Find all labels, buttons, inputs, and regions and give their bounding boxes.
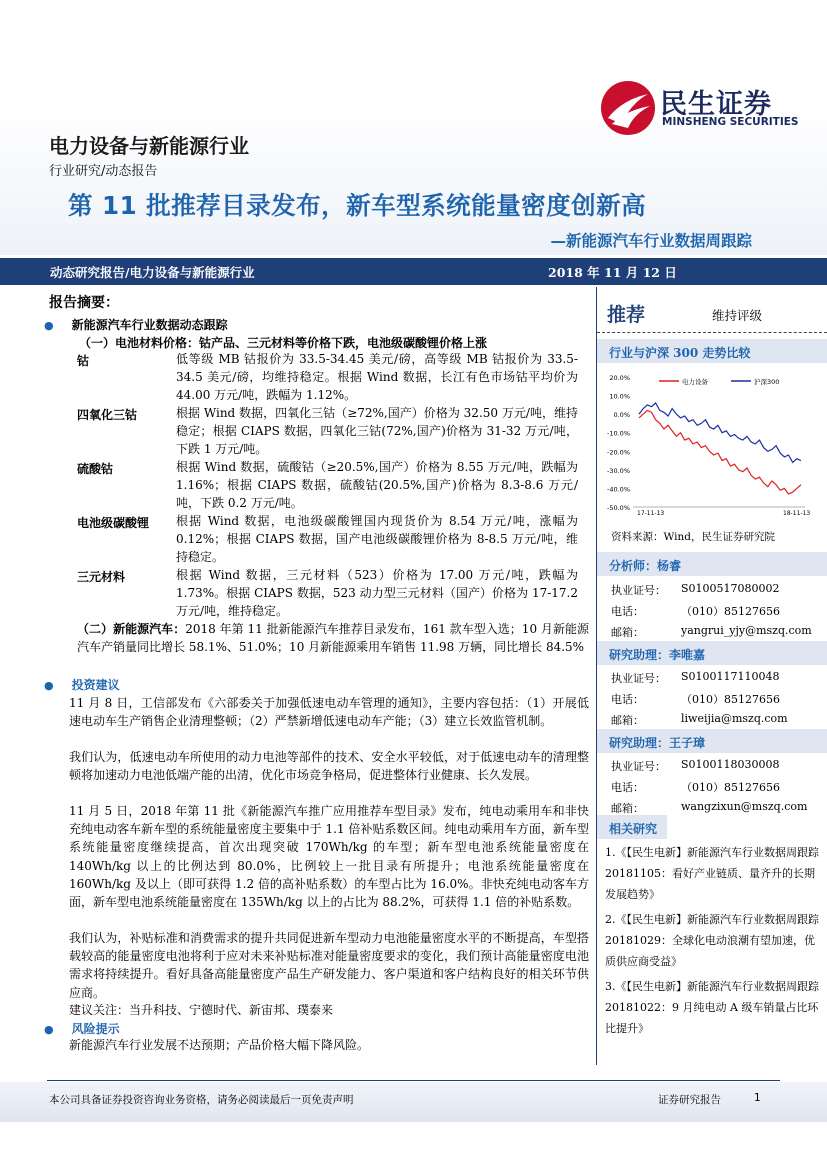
analyst-phone-value: （010）85127656 (681, 605, 780, 618)
assistant2-phone-label: 电话： (611, 781, 644, 794)
assistant1-license-value: S0100117110048 (681, 670, 780, 683)
y-tick-label: -50.0% (607, 504, 630, 512)
rating-box (597, 287, 827, 331)
nev-label: （二）新能源汽车： (77, 622, 186, 636)
invest-paragraph-4: 我们认为，补贴标准和消费需求的提升共同促进新车型动力电池能量密度水平的不断提高，车型搭载较高的能量密度电池将利于应对未来补贴标准对能量密度要求的变化，我们预计高能量密度电池需求将持续提升。看好具备高能量密度产品生产研发能力、客户渠道和客户结构良好的相关环节供应商。 (69, 931, 589, 1000)
invest-paragraph-2: 我们认为，低速电动车所使用的动力电池等部件的技术、安全水平较低，对于低速电动车的清理整顿将加速动力电池低端产能的出清，优化市场竞争格局，促进整体行业健康、长久发展。 (69, 750, 589, 783)
risk-text: 新能源汽车行业发展不达预期；产品价格大幅下降风险。 (69, 1038, 370, 1052)
page-number: 1 (754, 1092, 761, 1104)
report-title: 第 11 批推荐目录发布，新车型系统能量密度创新高 (68, 191, 647, 220)
assistant1-phone-label: 电话： (611, 693, 644, 706)
section-invest-label: 投资建议 (71, 678, 120, 692)
assistant1-license-row (611, 670, 821, 688)
invest-paragraph-3: 11 月 5 日，2018 年第 11 批《新能源汽车推广应用推荐车型目录》发布，纯电动乘用车和非快充纯电动客车新车型的系统能量密度主要集中于 1.1 倍补贴系数区间。纯电动乘用车方面，新车型系统能量密度继续提高，首次出现突破 170Wh/kg 的车型；新车型电池系统能量密度在 140Wh/kg 以上的比例达到 80.0%，比例较上一批目录有所提升；电池系统能量密度在 160Wh/kg 及以上（即可获得 1.2 倍的高补贴系数）的车型占比为 16.0%。非快充纯电动客车方面，新车型电池系统能量密度在 135Wh/kg 以上的占比为 88.2%，可获得 1.1 倍的补贴系数。 (69, 804, 589, 910)
assistant1-phone-value: （010）85127656 (681, 693, 780, 706)
analyst-email-value[interactable]: yangrui_yjy@mszq.com (681, 624, 812, 637)
related-item-2[interactable]: 2.《【民生电新】新能源汽车行业数据周跟踪 20181029：全球化电动浪潮有望加速，优质供应商受益》 (605, 913, 819, 968)
y-tick-label: -40.0% (607, 485, 630, 494)
report-info-bar (0, 258, 827, 285)
x-tick-label: 18-11-13 (783, 510, 811, 517)
y-tick-label: 10.0% (609, 392, 630, 401)
assistant2-license-label: 执业证号： (611, 760, 666, 773)
nev-paragraph (77, 620, 589, 656)
assistant1-email-label: 邮箱： (611, 714, 644, 727)
analyst-phone-label: 电话： (611, 605, 644, 618)
logo-english-name: MINSHENG SECURITIES (662, 116, 799, 128)
item-text-cobalt-sulfate: 根据 Wind 数据，硫酸钴（≥20.5%,国产）价格为 8.55 万元/吨，跌幅为 1.16%；根据 CIAPS 数据，硫酸钴(20.5%,国产)价格为 8.3-8.6 万元/吨，下跌 0.2 万元/吨。 (176, 460, 578, 510)
analyst-email-label: 邮箱： (611, 626, 644, 639)
y-tick-label: 0.0% (613, 411, 630, 420)
item-label-cobalt-oxide: 四氧化三钴 (77, 408, 138, 422)
section-risk (44, 1020, 120, 1037)
item-label-ternary: 三元材料 (77, 570, 126, 584)
y-tick-label: -10.0% (607, 429, 630, 438)
related-item-3[interactable]: 3.《【民生电新】新能源汽车行业数据周跟踪 20181022：9 月纯电动 A 级车销量占比环比提升》 (605, 980, 819, 1035)
sidebar (597, 287, 827, 1065)
assistant1-license-label: 执业证号： (611, 672, 666, 685)
report-date: 2018 年 11 月 12 日 (548, 265, 677, 280)
invest-paragraph-5: 建议关注：当升科技、宁德时代、新宙邦、璞泰来 (69, 1003, 334, 1017)
assistant2-license-value: S0100118030008 (681, 758, 780, 771)
section-risk-label: 风险提示 (71, 1022, 120, 1036)
footer-report-label: 证券研究报告 (658, 1094, 721, 1106)
report-category: 动态研究报告/电力设备与新能源行业 (50, 265, 255, 280)
analyst-license-label: 执业证号： (611, 584, 666, 597)
assistant2-email-label: 邮箱： (611, 802, 644, 815)
x-tick-label: 17-11-13 (637, 510, 665, 517)
minsheng-logo-mark-icon (600, 80, 656, 136)
y-tick-label: -30.0% (607, 466, 630, 475)
invest-paragraph-1: 11 月 8 日，工信部发布《六部委关于加强低速电动车管理的通知》，主要内容包括：（1）开展低速电动车生产销售企业清理整顿；（2）严禁新增低速电动车产能；（3）建立长效监管机制。 (69, 696, 589, 729)
chart-source: 资料来源：Wind，民生证券研究院 (611, 531, 775, 543)
analyst-license-row (611, 582, 821, 600)
logo-chinese-name: 民生证券 (660, 89, 772, 120)
analyst-email-row (611, 624, 821, 642)
series-line-0 (639, 410, 801, 494)
item-label-lithium-carbonate: 电池级碳酸锂 (77, 516, 150, 530)
y-tick-label: -20.0% (607, 448, 630, 457)
section-data-tracking-label: 新能源汽车行业数据动态跟踪 (71, 318, 228, 332)
rating-label: 推荐 (607, 304, 646, 326)
nev-text: 2018 年第 11 批新能源汽车推荐目录发布，161 款车型入选；10 月新能源汽车产销量同比增长 58.1%、51.0%；10 月新能源乘用车销售 11.98 万辆，同比增长 84.5% (77, 622, 589, 655)
assistant2-phone-row (611, 779, 821, 797)
legend-label: 沪深300 (754, 378, 780, 386)
item-text-cobalt: 低等级 MB 钴报价为 33.5-34.45 美元/磅，高等级 MB 钴报价为 33.5-34.5 美元/磅，均维持稳定。根据 Wind 数据，长江有色市场钴平均价为 44.00 万元/吨，跌幅为 1.12%。 (176, 352, 578, 402)
trend-chart (597, 367, 827, 517)
analyst-phone-row (611, 603, 821, 621)
divider (597, 332, 827, 333)
report-subtitle: —新能源汽车行业数据周跟踪 (550, 232, 752, 250)
assistant2-license-row (611, 758, 821, 776)
legend-label: 电力设备 (682, 378, 708, 386)
industry-title: 电力设备与新能源行业 (49, 134, 249, 158)
analyst-license-value: S0100517080002 (681, 582, 780, 595)
assistant1-head: 研究助理：李唯嘉 (597, 641, 827, 665)
item-text-lithium-carbonate: 根据 Wind 数据，电池级碳酸锂国内现货价为 8.54 万元/吨，涨幅为 0.12%；根据 CIAPS 数据，国产电池级碳酸锂价格为 8-8.5 万元/吨，维持稳定。 (176, 514, 578, 564)
report-type: 行业研究/动态报告 (49, 164, 158, 179)
bullet-icon: ● (44, 1023, 54, 1036)
assistant1-email-row (611, 712, 821, 730)
rating-status: 维持评级 (712, 308, 763, 323)
analyst-head: 分析师：杨睿 (597, 552, 827, 576)
item-text-cobalt-oxide: 根据 Wind 数据，四氧化三钴（≥72%,国产）价格为 32.50 万元/吨，维持稳定；根据 CIAPS 数据，四氧化三钴(72%,国产)价格为 31-32 万元/吨，下跌 1 万元/吨。 (176, 406, 578, 456)
y-tick-label: 20.0% (609, 374, 630, 382)
assistant1-phone-row (611, 691, 821, 709)
item-label-cobalt-sulfate: 硫酸钴 (77, 462, 114, 476)
summary-heading: 报告摘要： (49, 295, 119, 311)
assistant2-head: 研究助理：王子璋 (597, 729, 827, 753)
related-head: 相关研究 (597, 815, 667, 839)
assistant2-phone-value: （010）85127656 (681, 781, 780, 794)
related-item-1[interactable]: 1.《【民生电新】新能源汽车行业数据周跟踪 20181105：看好产业链质、量齐升的长期发展趋势》 (605, 846, 819, 901)
item-text-ternary: 根据 Wind 数据，三元材料（523）价格为 17.00 万元/吨，跌幅为 1.73%。根据 CIAPS 数据，523 动力型三元材料（国产）价格为 17-17.2 万元/吨，维持稳定。 (176, 568, 578, 618)
series-line-1 (639, 403, 801, 462)
section-invest (44, 676, 120, 693)
item-label-cobalt: 钴 (77, 354, 90, 368)
chart-section-title: 行业与沪深 300 走势比较 (597, 339, 827, 363)
section-data-tracking (44, 316, 228, 333)
assistant2-email-value[interactable]: wangzixun@mszq.com (681, 800, 808, 813)
footer-divider (47, 1080, 780, 1081)
bullet-icon: ● (44, 679, 54, 692)
battery-price-subheading: （一）电池材料价格：钴产品、三元材料等价格下跌，电池级碳酸锂价格上涨 (79, 336, 488, 350)
minsheng-logo (600, 80, 800, 136)
bullet-icon: ● (44, 319, 54, 332)
footer-disclaimer: 本公司具备证券投资咨询业务资格，请务必阅读最后一页免责声明 (49, 1094, 354, 1106)
assistant1-email-value[interactable]: liweijia@mszq.com (681, 712, 788, 725)
